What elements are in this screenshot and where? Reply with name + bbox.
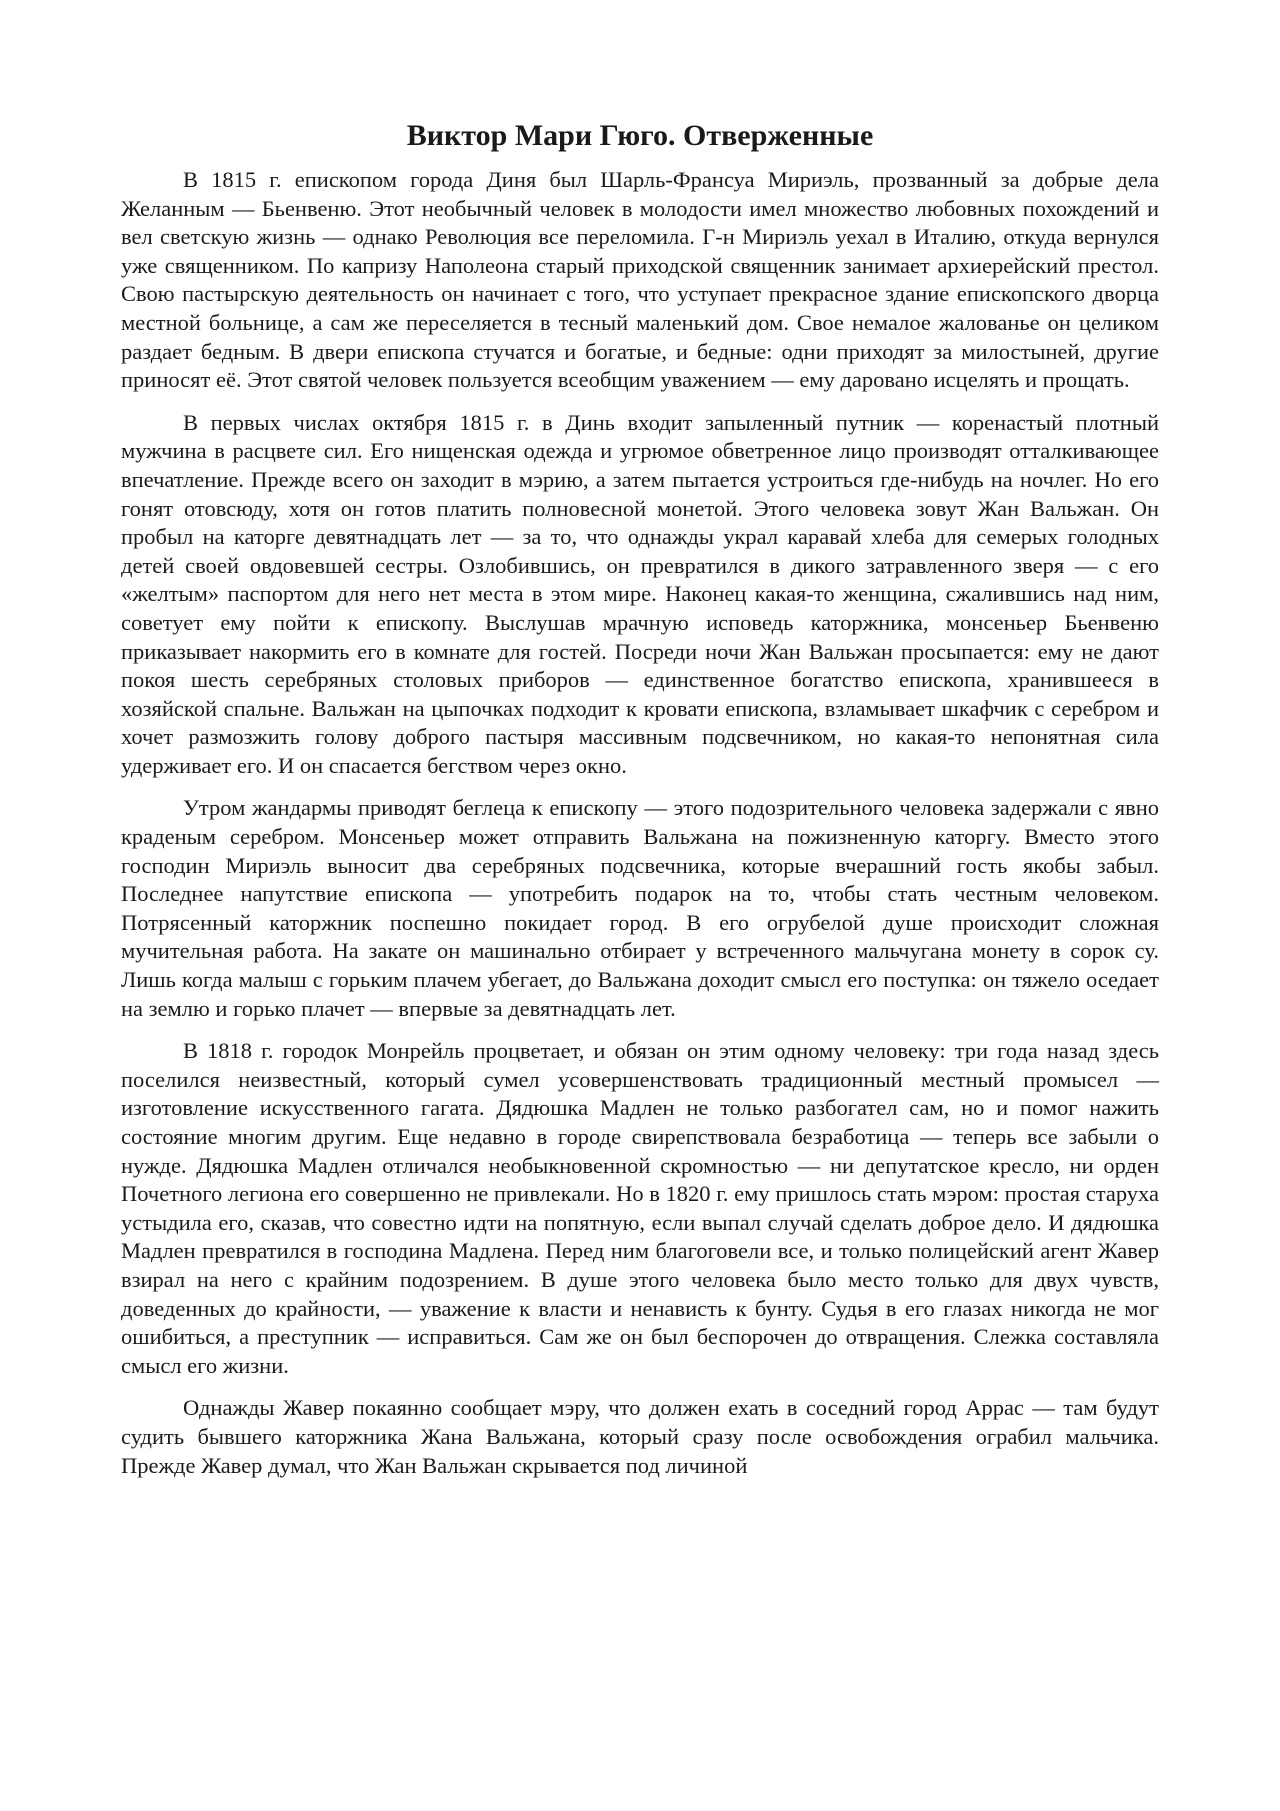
document-page — [121, 118, 1159, 1494]
document-title: Виктор Мари Гюго. Отверженные — [406, 119, 874, 152]
paragraph-5: Однажды Жавер покаянно сообщает мэру, что должен ехать в соседний город Аррас — там будут судить бывшего каторжника Жана Вальжана, который сразу после освобождения ограбил мальчика. Прежде Жавер думал, что Жан Вальжан скрывается под личиной — [121, 1395, 1159, 1478]
paragraph-1: В 1815 г. епископом города Диня был Шарль-Франсуа Мириэль, прозванный за добрые дела Желанным — Бьенвеню. Этот необычный человек в молодости имел множество любовных похождений и вел светскую жизнь — однако Революция все переломила. Г-н Мириэль уехал в Италию, откуда вернулся уже священником. По капризу Наполеона старый приходской священник занимает архиерейский престол. Свою пастырскую деятельность он начинает с того, что уступает прекрасное здание епископского дворца местной больнице, а сам же переселяется в тесный маленький дом. Свое немалое жалованье он целиком раздает бедным. В двери епископа стучатся и богатые, и бедные: одни приходят за милостыней, другие приносят её. Этот святой человек пользуется всеобщим уважением — ему даровано исцелять и прощать. — [121, 167, 1159, 393]
paragraph-3: Утром жандармы приводят беглеца к епископу — этого подозрительного человека задержали с явно краденым серебром. Монсеньер может отправить Вальжана на пожизненную каторгу. Вместо этого господин Мириэль выносит два серебряных подсвечника, которые вчерашний гость якобы забыл. Последнее напутствие епископа — употребить подарок на то, чтобы стать честным человеком. Потрясенный каторжник поспешно покидает город. В его огрубелой душе происходит сложная мучительная работа. На закате он машинально отбирает у встреченного мальчугана монету в сорок су. Лишь когда малыш с горьким плачем убегает, до Вальжана доходит смысл его поступка: он тяжело оседает на землю и горько плачет — впервые за девятнадцать лет. — [121, 795, 1159, 1021]
paragraph-2: В первых числах октября 1815 г. в Динь входит запыленный путник — коренастый плотный мужчина в расцвете сил. Его нищенская одежда и угрюмое обветренное лицо производят отталкивающее впечатление. Прежде всего он заходит в мэрию, а затем пытается устроиться где-нибудь на ночлег. Но его гонят отовсюду, хотя он готов платить полновесной монетой. Этого человека зовут Жан Вальжан. Он пробыл на каторге девятнадцать лет — за то, что однажды украл каравай хлеба для семерых голодных детей своей овдовевшей сестры. Озлобившись, он превратился в дикого затравленного зверя — с его «желтым» паспортом для него нет места в этом мире. Наконец какая-то женщина, сжалившись над ним, советует ему пойти к епископу. Выслушав мрачную исповедь каторжника, монсеньер Бьенвеню приказывает накормить его в комнате для гостей. Посреди ночи Жан Вальжан просыпается: ему не дают покоя шесть серебряных столовых приборов — единственное богатство епископа, хранившееся в хозяйской спальне. Вальжан на цыпочках подходит к кровати епископа, взламывает шкафчик с серебром и хочет размозжить голову доброго пастыря массивным подсвечником, но какая-то непонятная сила удерживает его. И он спасается бегством через окно. — [121, 409, 1159, 778]
paragraph-4: В 1818 г. городок Монрейль процветает, и обязан он этим одному человеку: три года назад здесь поселился неизвестный, который сумел усовершенствовать традиционный местный промысел — изготовление искусственного гагата. Дядюшка Мадлен не только разбогател сам, но и помог нажить состояние многим другим. Еще недавно в городе свирепствовала безработица — теперь все забыли о нужде. Дядюшка Мадлен отличался необыкновенной скромностью — ни депутатское кресло, ни орден Почетного легиона его совершенно не привлекали. Но в 1820 г. ему пришлось стать мэром: простая старуха устыдила его, сказав, что совестно идти на попятную, если выпал случай сделать доброе дело. И дядюшка Мадлен превратился в господина Мадлена. Перед ним благоговели все, и только полицейский агент Жавер взирал на него с крайним подозрением. В душе этого человека было место только для двух чувств, доведенных до крайности, — уважение к власти и ненависть к бунту. Судья в его глазах никогда не мог ошибиться, а преступник — исправиться. Сам же он был беспорочен до отвращения. Слежка составляла смысл его жизни. — [121, 1038, 1159, 1378]
